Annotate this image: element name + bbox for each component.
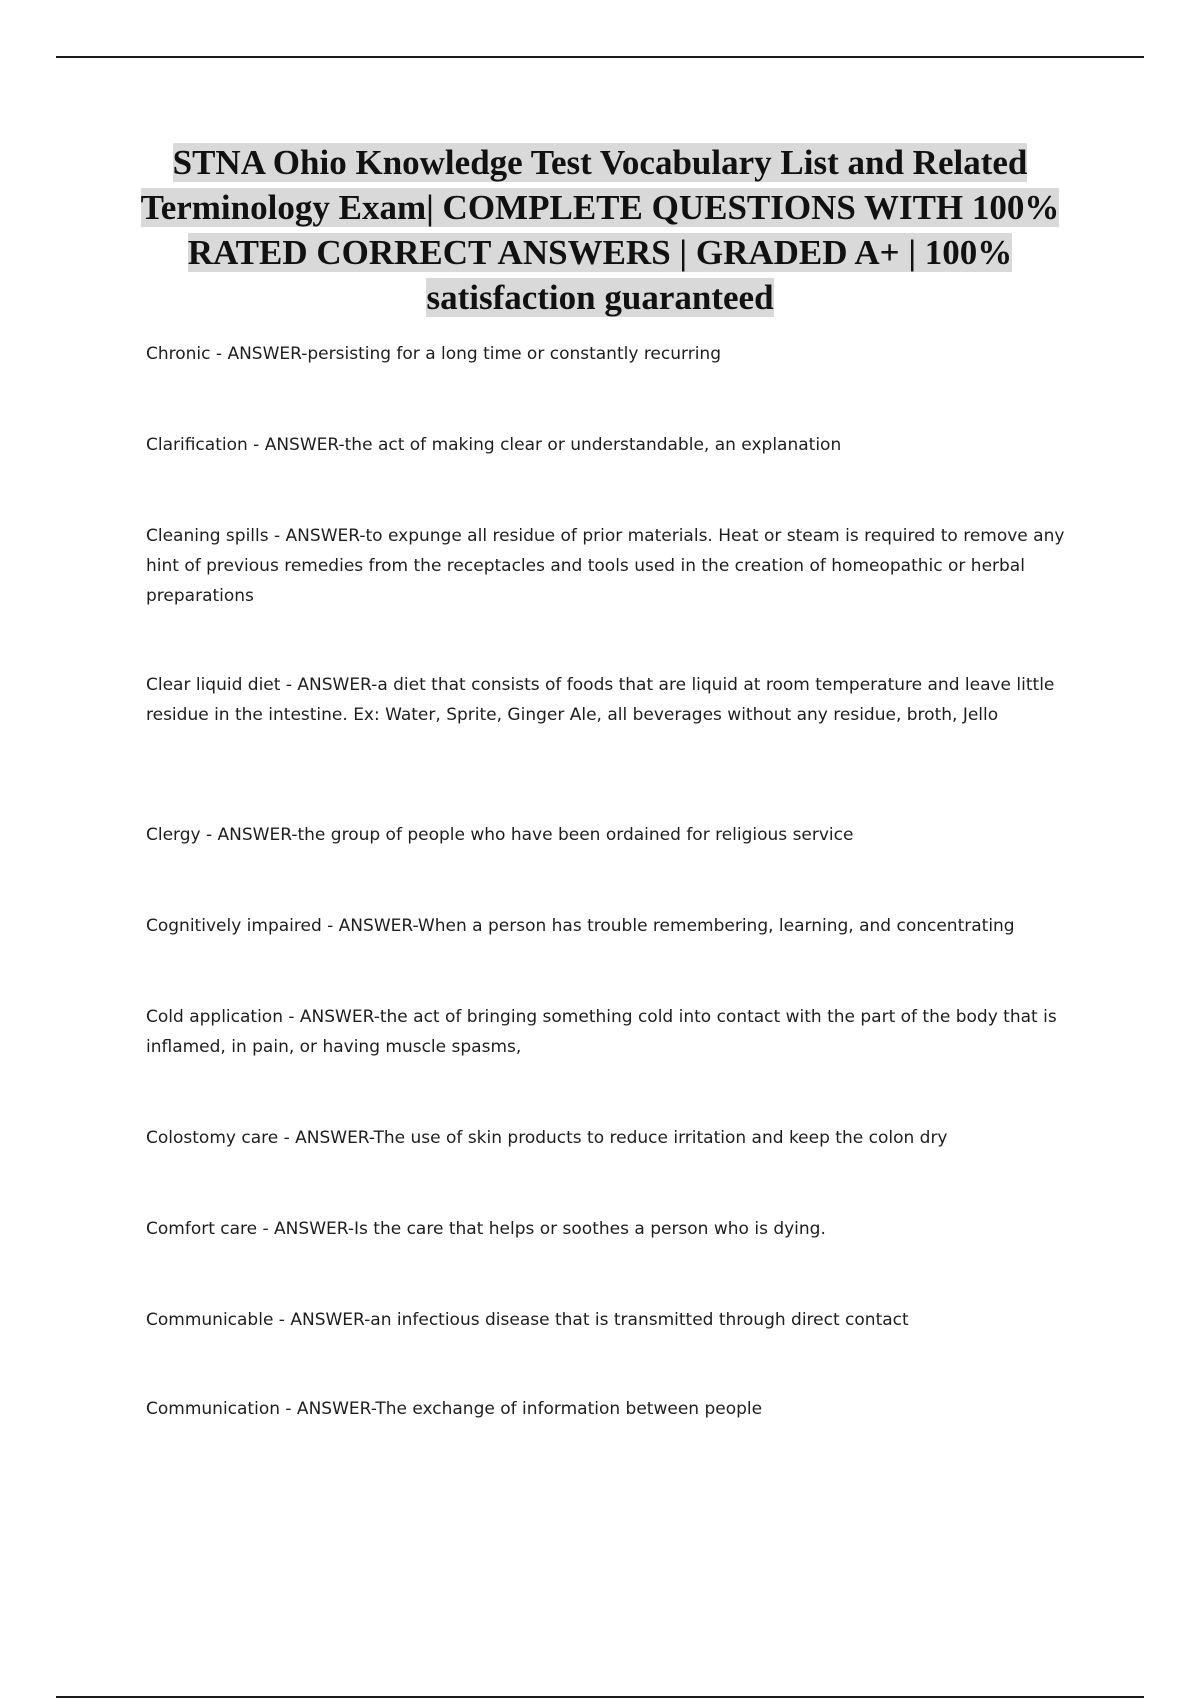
document-title <box>120 140 1080 320</box>
vocab-entry-communication: Communication - ANSWER-The exchange of information between people <box>146 1399 763 1419</box>
vocab-entry-colostomy-care: Colostomy care - ANSWER-The use of skin products to reduce irritation and keep the colon dry <box>146 1128 948 1148</box>
vocab-entry-cleaning-spills: Cleaning spills - ANSWER-to expunge all residue of prior materials. Heat or steam is required to remove any hint of previous remedies from the receptacles and tools used in the creation of homeopathic or herbal preparations <box>146 526 1065 606</box>
document-title-text: STNA Ohio Knowledge Test Vocabulary List and Related Terminology Exam| COMPLETE QUESTIONS WITH 100% RATED CORRECT ANSWERS | GRADED A+ | 100% satisfaction guaranteed <box>140 143 1060 317</box>
vocab-entry-communicable: Communicable - ANSWER-an infectious disease that is transmitted through direct contact <box>146 1310 909 1330</box>
vocab-entry-clarification: Clarification - ANSWER-the act of making clear or understandable, an explanation <box>146 435 842 455</box>
vocab-entry-chronic: Chronic - ANSWER-persisting for a long time or constantly recurring <box>146 344 721 364</box>
vocab-entry-cognitively-impaired: Cognitively impaired - ANSWER-When a person has trouble remembering, learning, and concentrating <box>146 916 1015 936</box>
vocab-entry-comfort-care: Comfort care - ANSWER-Is the care that helps or soothes a person who is dying. <box>146 1219 826 1239</box>
top-rule <box>56 56 1144 58</box>
vocab-entry-cold-application: Cold application - ANSWER-the act of bringing something cold into contact with the part of the body that is inflamed, in pain, or having muscle spasms, <box>146 1007 1057 1057</box>
bottom-rule <box>56 1696 1144 1698</box>
vocab-entry-clergy: Clergy - ANSWER-the group of people who have been ordained for religious service <box>146 825 854 845</box>
vocab-entry-clear-liquid-diet: Clear liquid diet - ANSWER-a diet that consists of foods that are liquid at room temperature and leave little residue in the intestine. Ex: Water, Sprite, Ginger Ale, all beverages without any residue, broth, Jello <box>146 675 1055 725</box>
